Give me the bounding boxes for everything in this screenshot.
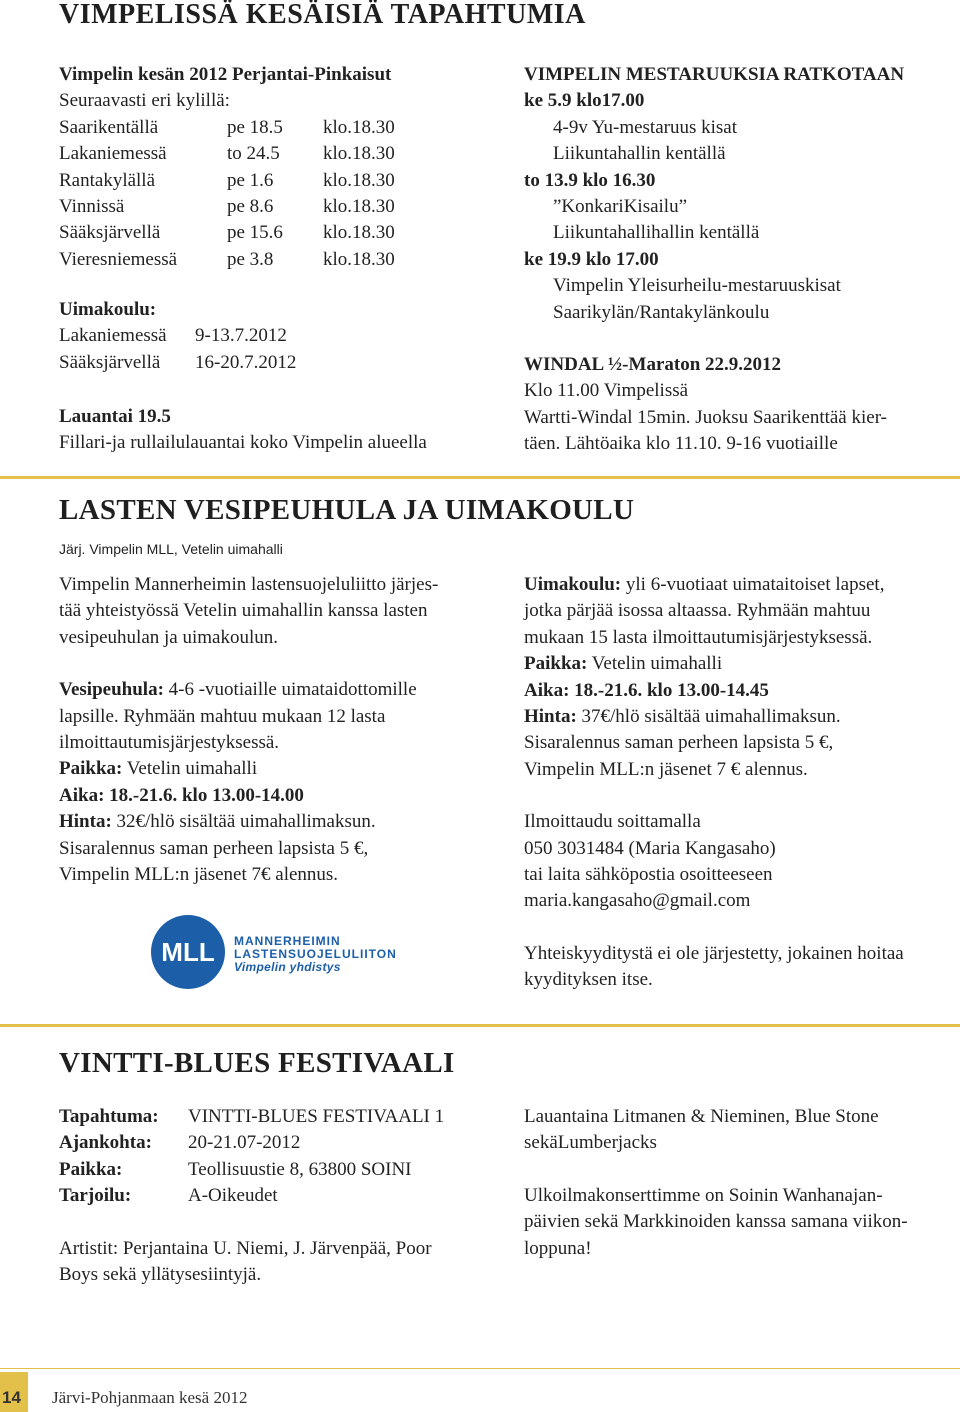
mll-logo-line1: MANNERHEIMIN: [234, 934, 341, 948]
pinkaisut-heading: Vimpelin kesän 2012 Perjantai-Pinkaisut: [59, 64, 392, 85]
vesipeuhula-label: Vesipeuhula:: [59, 679, 164, 701]
pinkaisut-block: [59, 62, 489, 273]
intro-line: Vimpelin Mannerheimin lastensuojeluliitto järjes-: [59, 574, 439, 595]
mestaruudet-block: [524, 62, 954, 326]
schedule-row: [59, 115, 489, 141]
lauantai-heading: Lauantai 19.5: [59, 406, 171, 427]
mll-logo-mark: MLL: [161, 937, 215, 967]
uimakoulu-line: jotka pärjää isossa altaassa. Ryhmään mahtuu: [524, 600, 871, 622]
schedule-time: klo.18.30: [323, 143, 395, 165]
windal-line: täen. Lähtöaika klo 11.10. 9-16 vuotiaille: [524, 433, 838, 455]
mestaruudet-heading: VIMPELIN MESTARUUKSIA RATKOTAAN: [524, 64, 905, 85]
organizer: Järj. Vimpelin MLL, Vetelin uimahalli: [59, 541, 283, 557]
schedule-row: [59, 194, 489, 220]
paikka-label: Paikka:: [59, 758, 123, 780]
uimakoulu-place: Sääksjärvellä: [59, 351, 161, 373]
vesipeuhula-column: [59, 572, 499, 888]
vesipeuhula-aika: Aika: 18.-21.6. klo 13.00-14.00: [59, 784, 304, 806]
vesipeuhula-line: lapsille. Ryhmään mahtuu mukaan 12 lasta: [59, 705, 386, 727]
uimakoulu-label: Uimakoulu:: [524, 574, 622, 595]
schedule-place: Sääksjärvellä: [59, 222, 161, 244]
vintti-right-line: loppuna!: [524, 1237, 592, 1259]
uimakoulu-aika: Aika: 18.-21.6. klo 13.00-14.45: [524, 679, 769, 701]
uimakoulu-hinta: [524, 704, 954, 730]
schedule-place: Vieresniemessä: [59, 248, 178, 270]
uimakoulu-row: [59, 350, 489, 376]
event-date: ke 5.9 klo17.00: [524, 90, 645, 112]
discount-line: Sisaralennus saman perheen lapsista 5 €,: [59, 837, 369, 859]
schedule-date: to 24.5: [227, 143, 280, 165]
schedule-row: [59, 247, 489, 273]
detail-row: [59, 1130, 499, 1156]
discount-line: Sisaralennus saman perheen lapsista 5 €,: [524, 732, 834, 754]
schedule-time: klo.18.30: [323, 169, 395, 191]
vintti-right-line: Ulkoilmakonserttimme on Soinin Wanhanajan-: [524, 1184, 883, 1206]
uimakoulu-text: yli 6-vuotiaat uimataitoiset lapset,: [621, 574, 885, 595]
schedule-time: klo.18.30: [323, 116, 395, 138]
transport-line: kyydityksen itse.: [524, 969, 653, 991]
schedule-date: pe 8.6: [227, 195, 274, 217]
schedule-place: Vinnissä: [59, 195, 125, 217]
event-detail: Vimpelin Yleisurheilu-mestaruuskisat: [553, 275, 841, 297]
event-detail: 4-9v Yu-mestaruus kisat: [553, 116, 737, 138]
hinta-value: 32€/hlö sisältää uimahallimaksun.: [111, 811, 376, 833]
mll-logo-icon: [150, 914, 226, 990]
detail-label: Paikka:: [59, 1158, 123, 1180]
windal-line: Wartti-Windal 15min. Juoksu Saarikenttää kier-: [524, 406, 887, 428]
detail-label: Tarjoilu:: [59, 1185, 132, 1207]
detail-value: A-Oikeudet: [188, 1185, 278, 1207]
section-title-vintti-blues: VINTTI-BLUES FESTIVAALI: [59, 1047, 455, 1079]
schedule-date: pe 3.8: [227, 248, 274, 270]
event-detail: Liikuntahallihallin kentällä: [553, 222, 760, 244]
contact-line: 050 3031484 (Maria Kangasaho): [524, 837, 776, 859]
vintti-right-line: sekäLumberjacks: [524, 1132, 657, 1154]
vintti-right-column: [524, 1104, 954, 1262]
event-date: ke 19.9 klo 17.00: [524, 248, 659, 270]
detail-row: [59, 1183, 499, 1209]
vesipeuhula-text: 4-6 -vuotiaille uimataidottomille: [163, 679, 417, 701]
event-detail: Saarikylän/Rantakylänkoulu: [553, 301, 770, 323]
pinkaisut-table: [59, 115, 489, 273]
detail-value: 20-21.07-2012: [188, 1132, 301, 1154]
vesipeuhula-line: ilmoittautumisjärjestyksessä.: [59, 731, 280, 753]
uimakoulu-paikka: [524, 651, 954, 677]
uimakoulu-heading: Uimakoulu:: [59, 299, 157, 320]
schedule-row: [59, 220, 489, 246]
schedule-row: [59, 168, 489, 194]
paikka-label: Paikka:: [524, 653, 588, 675]
windal-heading: WINDAL ½-Maraton 22.9.2012: [524, 354, 782, 375]
vintti-right-line: päivien sekä Markkinoiden kanssa samana viikon-: [524, 1211, 908, 1233]
paikka-value: Vetelin uimahalli: [122, 758, 258, 780]
detail-label: Ajankohta:: [59, 1132, 152, 1154]
event-detail: ”KonkariKisailu”: [553, 195, 688, 217]
hinta-value: 37€/hlö sisältää uimahallimaksun.: [576, 705, 841, 727]
uimakoulu-line: [524, 572, 954, 598]
schedule-date: pe 1.6: [227, 169, 274, 191]
pinkaisut-intro: Seuraavasti eri kylillä:: [59, 90, 230, 112]
vintti-right-line: Lauantaina Litmanen & Nieminen, Blue Stone: [524, 1106, 879, 1127]
discount-line: Vimpelin MLL:n jäsenet 7 € alennus.: [524, 758, 808, 780]
hinta-label: Hinta:: [524, 705, 577, 727]
detail-value: Teollisuustie 8, 63800 SOINI: [188, 1158, 412, 1180]
detail-value: VINTTI-BLUES FESTIVAALI 1: [188, 1106, 445, 1127]
intro-line: vesipeuhulan ja uimakoulun.: [59, 626, 278, 648]
footer-rule: [0, 1368, 960, 1369]
detail-label: Tapahtuma:: [59, 1106, 159, 1127]
windal-block: [524, 352, 954, 458]
page-number: 14: [2, 1388, 21, 1407]
detail-row: [59, 1104, 499, 1130]
uimakoulu-line: mukaan 15 lasta ilmoittautumisjärjestyksessä.: [524, 626, 873, 648]
lauantai-text: Fillari-ja rullailulauantai koko Vimpelin alueella: [59, 432, 427, 454]
uimakoulu-date: 9-13.7.2012: [195, 325, 287, 347]
detail-row: [59, 1157, 499, 1183]
artists-line: Boys sekä yllätysesiintyjä.: [59, 1263, 262, 1285]
schedule-place: Lakaniemessä: [59, 143, 167, 165]
uimakoulu-column: [524, 572, 954, 993]
publication-name: Järvi-Pohjanmaan kesä 2012: [52, 1388, 248, 1407]
schedule-time: klo.18.30: [323, 195, 395, 217]
paikka-value: Vetelin uimahalli: [587, 653, 723, 675]
section-title-events: VIMPELISSÄ KESÄISIÄ TAPAHTUMIA: [59, 0, 586, 30]
vesipeuhula-line: [59, 677, 499, 703]
schedule-date: pe 15.6: [227, 222, 283, 244]
intro-line: tää yhteistyössä Vetelin uimahallin kanssa lasten: [59, 600, 428, 622]
lauantai-block: [59, 404, 499, 457]
vintti-details: [59, 1104, 499, 1288]
windal-line: Klo 11.00 Vimpelissä: [524, 380, 689, 402]
uimakoulu-place: Lakaniemessä: [59, 325, 167, 347]
uimakoulu-date: 16-20.7.2012: [195, 351, 297, 373]
section-divider: [0, 1024, 960, 1027]
contact-email: maria.kangasaho@gmail.com: [524, 890, 751, 912]
section-title-vesipeuhula: LASTEN VESIPEUHULA JA UIMAKOULU: [59, 494, 635, 526]
schedule-time: klo.18.30: [323, 248, 395, 270]
event-date: to 13.9 klo 16.30: [524, 169, 656, 191]
vesipeuhula-hinta: [59, 809, 499, 835]
vesipeuhula-paikka: [59, 756, 499, 782]
schedule-row: [59, 141, 489, 167]
contact-line: Ilmoittaudu soittamalla: [524, 811, 701, 833]
hinta-label: Hinta:: [59, 811, 112, 833]
section-divider: [0, 476, 960, 479]
artists-line: Artistit: Perjantaina U. Niemi, J. Järvenpää, Poor: [59, 1237, 432, 1259]
schedule-place: Saarikentällä: [59, 116, 159, 138]
uimakoulu-row: [59, 323, 489, 349]
schedule-place: Rantakylällä: [59, 169, 156, 191]
event-detail: Liikuntahallin kentällä: [553, 143, 726, 165]
schedule-date: pe 18.5: [227, 116, 283, 138]
discount-line: Vimpelin MLL:n jäsenet 7€ alennus.: [59, 863, 339, 885]
mll-logo: [150, 914, 397, 990]
uimakoulu-block: [59, 297, 489, 376]
contact-line: tai laita sähköpostia osoitteeseen: [524, 863, 773, 885]
mll-logo-line2: LASTENSUOJELULIITON: [234, 947, 397, 961]
mll-logo-line3: Vimpelin yhdistys: [234, 960, 341, 974]
schedule-time: klo.18.30: [323, 222, 395, 244]
transport-line: Yhteiskyyditystä ei ole järjestetty, jokainen hoitaa: [524, 942, 904, 964]
